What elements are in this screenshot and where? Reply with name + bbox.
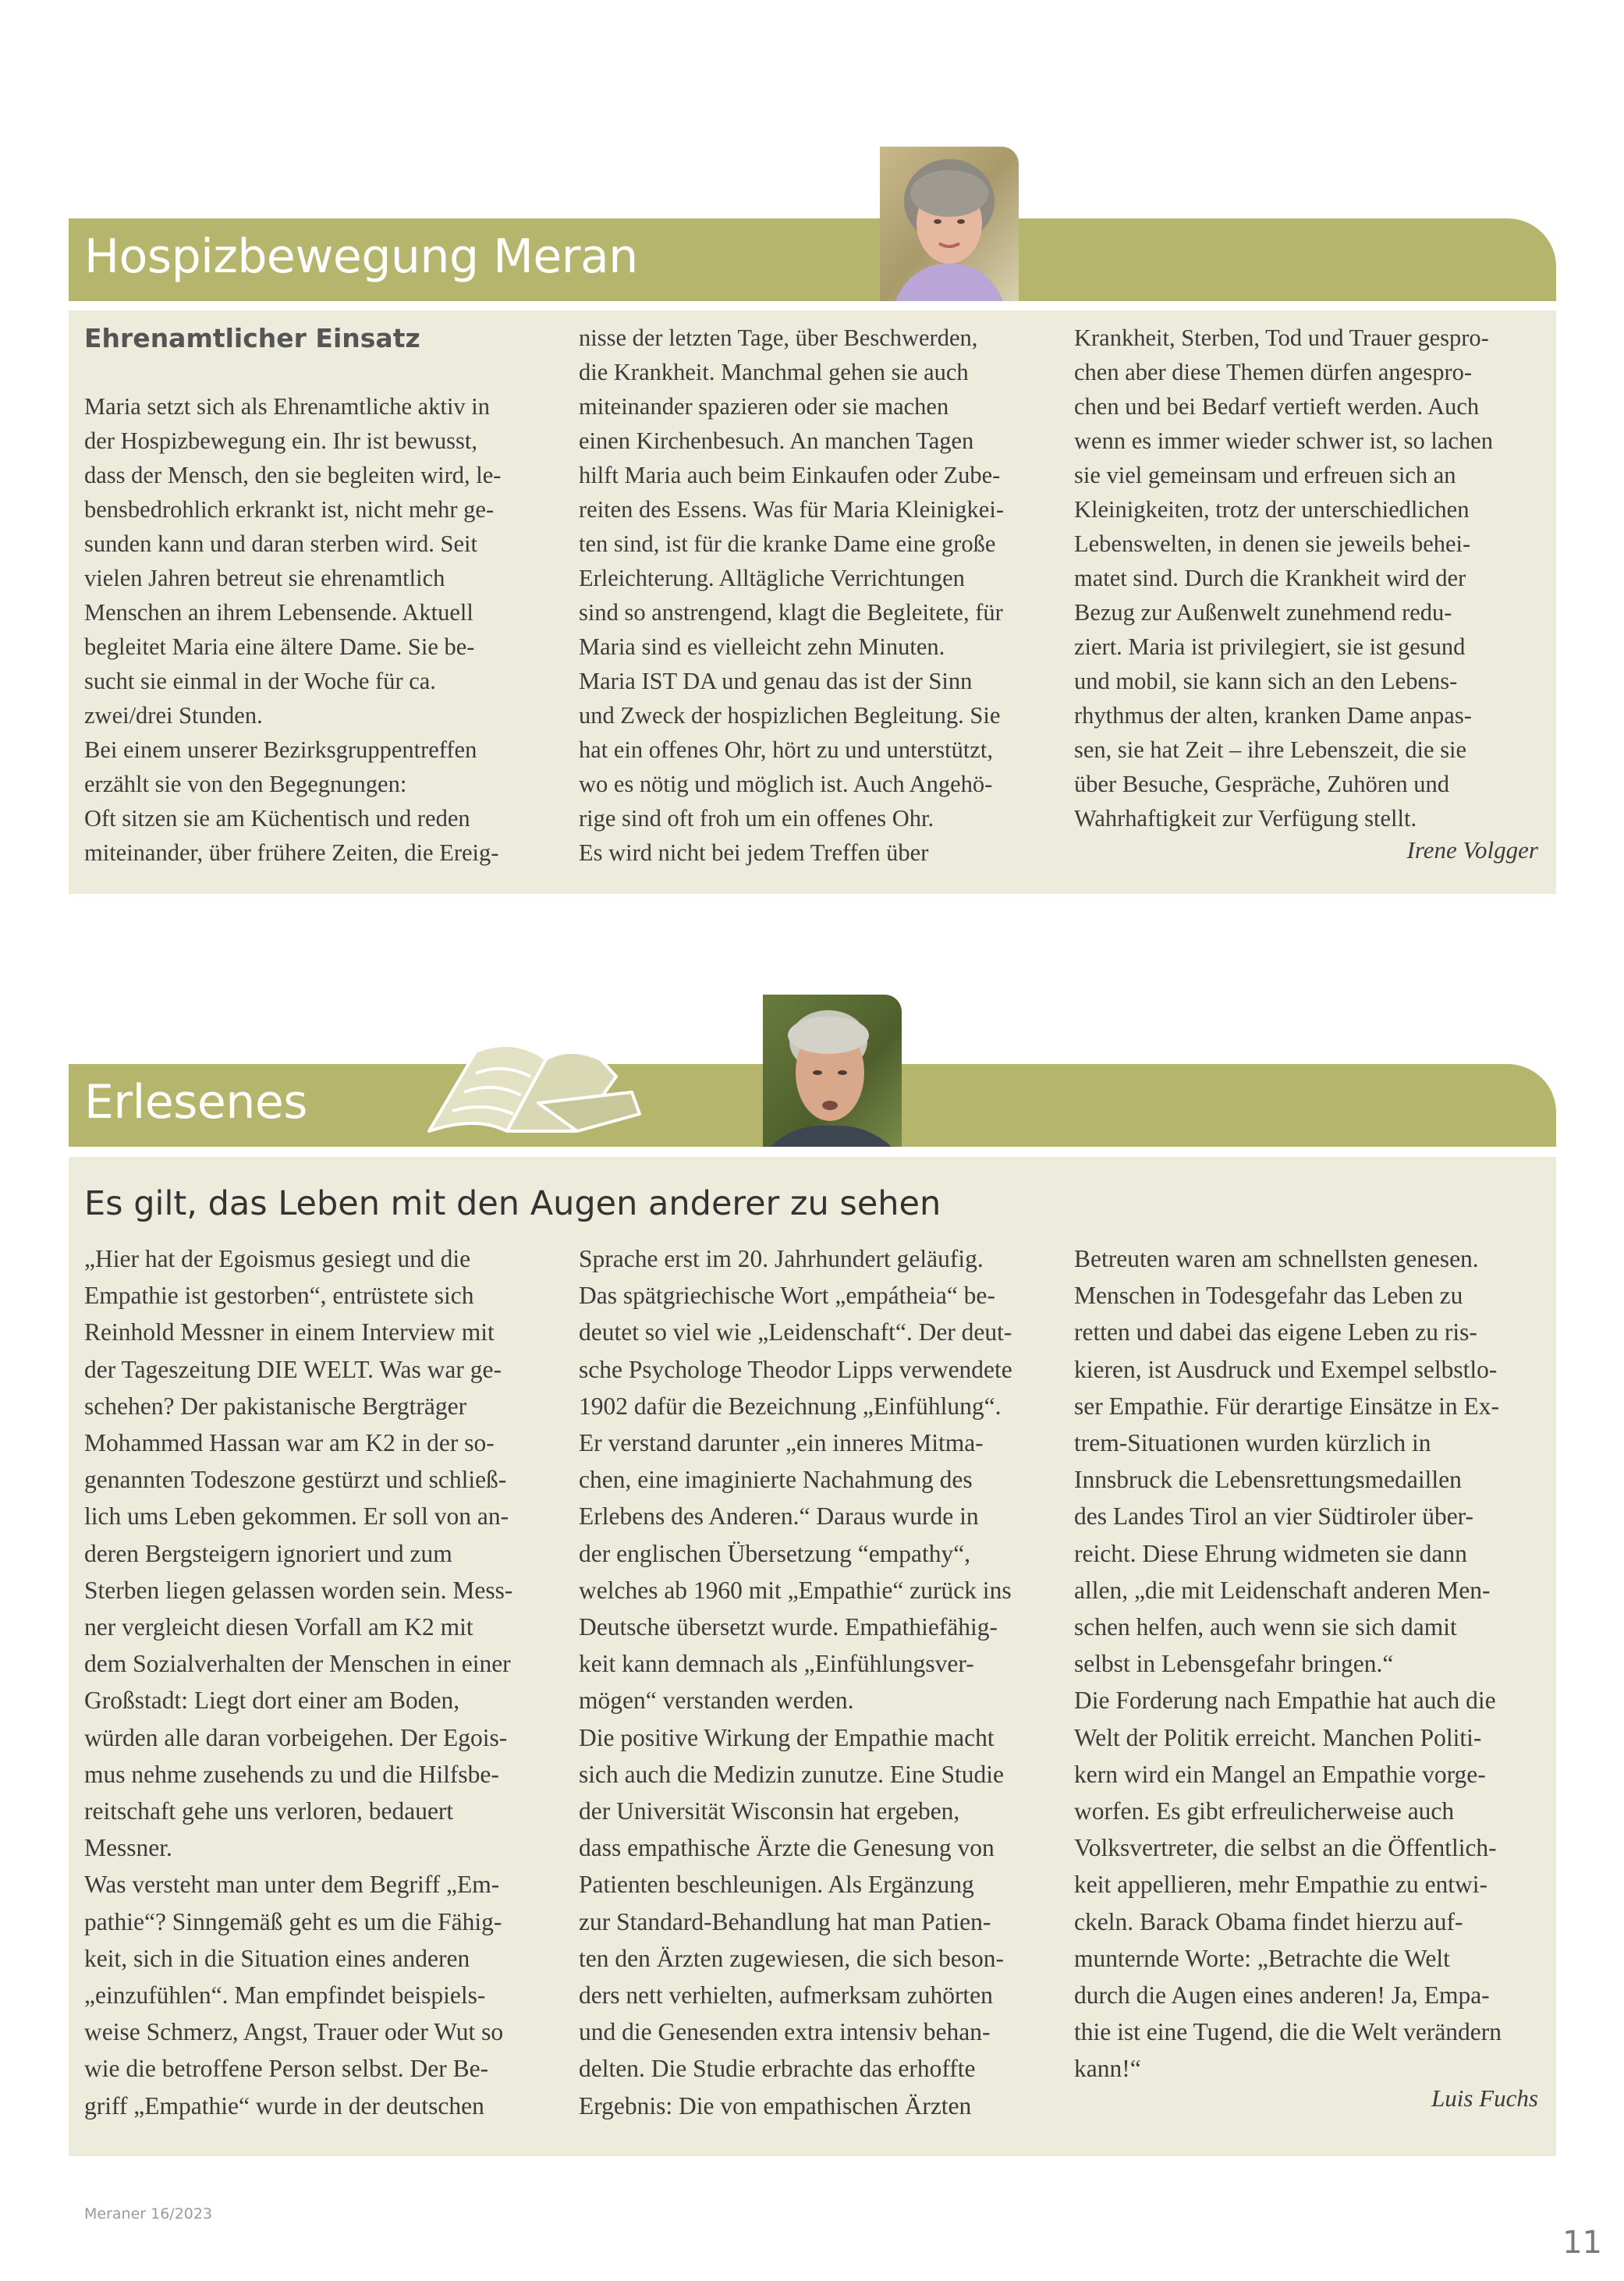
text-line: rige sind oft froh um ein offenes Ohr.: [579, 805, 934, 832]
text-line: begleitet Maria eine ältere Dame. Sie be-: [84, 633, 475, 660]
issue-label: Meraner 16/2023: [84, 2205, 213, 2222]
portrait-photo-woman: [880, 147, 1019, 301]
text-line: sche Psychologe Theodor Lipps verwendete: [579, 1355, 1012, 1383]
text-line: „Hier hat der Egoismus gesiegt und die: [84, 1245, 471, 1272]
article-column-1: [84, 1240, 560, 2124]
text-line: Krankheit, Sterben, Tod und Trauer gespro-: [1074, 325, 1489, 351]
text-line: Messner.: [84, 1834, 172, 1862]
text-line: die Krankheit. Manchmal gehen sie auch: [579, 359, 969, 385]
text-line: Das spätgriechische Wort „empátheia“ be-: [579, 1282, 995, 1310]
text-line: worfen. Es gibt erfreulicherweise auch: [1074, 1797, 1455, 1825]
text-line: deren Bergsteigern ignoriert und zum: [84, 1539, 452, 1567]
text-line: welches ab 1960 mit „Empathie“ zurück ins: [579, 1576, 1012, 1604]
article-subtitle: Es gilt, das Leben mit den Augen anderer zu sehen: [84, 1184, 941, 1223]
text-line: der Tageszeitung DIE WELT. Was war ge-: [84, 1355, 502, 1383]
text-line: der englischen Übersetzung “empathy“,: [579, 1539, 971, 1567]
text-line: Volksvertreter, die selbst an die Öffentlich-: [1074, 1834, 1497, 1862]
article-kicker: Ehrenamtlicher Einsatz: [84, 323, 420, 353]
portrait-photo-man: [763, 995, 902, 1147]
text-line: sen, sie hat Zeit – ihre Lebenszeit, die sie: [1074, 736, 1467, 763]
article-column-2: [579, 321, 1055, 870]
text-line: vielen Jahren betreut sie ehrenamtlich: [84, 565, 445, 591]
text-line: Betreuten waren am schnellsten genesen.: [1074, 1245, 1479, 1272]
text-line: und die Genesenden extra intensiv behan-: [579, 2018, 991, 2046]
text-line: kern wird ein Mangel an Empathie vorge-: [1074, 1760, 1486, 1788]
text-line: reicht. Diese Ehrung widmeten sie dann: [1074, 1539, 1467, 1567]
text-line: schehen? Der pakistanische Bergträger: [84, 1392, 467, 1420]
text-line: nisse der letzten Tage, über Beschwerden,: [579, 325, 978, 351]
article-column-3: [1074, 1240, 1550, 2088]
text-line: Erleichterung. Alltägliche Verrichtungen: [579, 565, 965, 591]
text-line: sie viel gemeinsam und erfreuen sich an: [1074, 462, 1456, 488]
text-line: genannten Todeszone gestürzt und schließ-: [84, 1466, 507, 1494]
text-line: sich auch die Medizin zunutze. Eine Studie: [579, 1760, 1004, 1788]
page-number: 11: [1562, 2225, 1602, 2261]
text-line: würden alle daran vorbeigehen. Der Egois-: [84, 1723, 508, 1751]
text-line: Großstadt: Liegt dort einer am Boden,: [84, 1687, 460, 1715]
text-line: chen und bei Bedarf vertieft werden. Auch: [1074, 393, 1480, 420]
article-author: Irene Volgger: [1406, 836, 1538, 864]
text-line: wo es nötig und möglich ist. Auch Angehö-: [579, 771, 993, 797]
text-line: dass empathische Ärzte die Genesung von: [579, 1834, 995, 1862]
text-line: ders nett verhielten, aufmerksam zuhörten: [579, 1981, 993, 2010]
text-line: ser Empathie. Für derartige Einsätze in Ex-: [1074, 1392, 1499, 1420]
text-line: zwei/drei Stunden.: [84, 702, 263, 729]
text-line: mögen“ verstanden werden.: [579, 1687, 854, 1715]
text-line: Ergebnis: Die von empathischen Ärzten: [579, 2091, 972, 2120]
text-line: pathie“? Sinngemäß geht es um die Fähig-: [84, 1907, 502, 1935]
text-line: dass der Mensch, den sie begleiten wird, le-: [84, 462, 502, 488]
text-line: mus nehme zusehends zu und die Hilfsbe-: [84, 1760, 499, 1788]
article-column-2: [579, 1240, 1055, 2124]
article-column-1: [84, 389, 560, 870]
text-line: schen helfen, auch wenn sie sich damit: [1074, 1613, 1457, 1641]
text-line: sunden kann und daran sterben wird. Seit: [84, 530, 477, 557]
text-line: dem Sozialverhalten der Menschen in einer: [84, 1650, 511, 1678]
text-line: ten den Ärzten zugewiesen, die sich beson-: [579, 1944, 1004, 1972]
open-book-icon: [421, 1028, 647, 1137]
text-line: über Besuche, Gespräche, Zuhören und: [1074, 771, 1450, 797]
text-line: Lebenswelten, in denen sie jeweils behei-: [1074, 530, 1471, 557]
text-line: matet sind. Durch die Krankheit wird der: [1074, 565, 1466, 591]
text-line: ckeln. Barack Obama findet hierzu auf-: [1074, 1907, 1463, 1935]
text-line: der Hospizbewegung ein. Ihr ist bewusst,: [84, 427, 477, 454]
text-line: kieren, ist Ausdruck und Exempel selbstlo-: [1074, 1355, 1498, 1383]
text-line: ziert. Maria ist privilegiert, sie ist gesund: [1074, 633, 1466, 660]
text-line: weise Schmerz, Angst, Trauer oder Wut so: [84, 2018, 504, 2046]
text-line: erzählt sie von den Begegnungen:: [84, 771, 407, 797]
text-line: Mohammed Hassan war am K2 in der so-: [84, 1429, 495, 1457]
article-author: Luis Fuchs: [1431, 2084, 1538, 2112]
text-line: Deutsche übersetzt wurde. Empathiefähig-: [579, 1613, 998, 1641]
text-line: keit appellieren, mehr Empathie zu entwi-: [1074, 1871, 1488, 1899]
text-line: 1902 dafür die Bezeichnung „Einfühlung“.: [579, 1392, 1002, 1420]
text-line: Kleinigkeiten, trotz der unterschiedlichen: [1074, 496, 1470, 523]
text-line: Wahrhaftigkeit zur Verfügung stellt.: [1074, 805, 1417, 832]
text-line: Welt der Politik erreicht. Manchen Politi-: [1074, 1723, 1482, 1751]
text-line: keit kann demnach als „Einfühlungsver-: [579, 1650, 974, 1678]
text-line: chen aber diese Themen dürfen angespro-: [1074, 359, 1473, 385]
text-line: sind so anstrengend, klagt die Begleitete, für: [579, 599, 1003, 626]
text-line: sucht sie einmal in der Woche für ca.: [84, 668, 436, 694]
text-line: Bezug zur Außenwelt zunehmend redu-: [1074, 599, 1452, 626]
text-line: chen, eine imaginierte Nachahmung des: [579, 1466, 973, 1494]
text-line: Es wird nicht bei jedem Treffen über: [579, 839, 929, 866]
text-line: ner vergleicht diesen Vorfall am K2 mit: [84, 1613, 473, 1641]
text-line: Menschen in Todesgefahr das Leben zu: [1074, 1282, 1463, 1310]
text-line: hat ein offenes Ohr, hört zu und unterstützt,: [579, 736, 993, 763]
text-line: reiten des Essens. Was für Maria Kleinigkei-: [579, 496, 1004, 523]
text-line: Empathie ist gestorben“, entrüstete sich: [84, 1282, 474, 1310]
text-line: einen Kirchenbesuch. An manchen Tagen: [579, 427, 974, 454]
text-line: miteinander, über frühere Zeiten, die Ereig-: [84, 839, 499, 866]
text-line: und Zweck der hospizlichen Begleitung. Sie: [579, 702, 1001, 729]
text-line: kann!“: [1074, 2055, 1141, 2083]
text-line: und mobil, sie kann sich an den Lebens-: [1074, 668, 1458, 694]
text-line: zur Standard-Behandlung hat man Patien-: [579, 1907, 991, 1935]
text-line: deutet so viel wie „Leidenschaft“. Der deut-: [579, 1318, 1012, 1346]
text-line: trem-Situationen wurden kürzlich in: [1074, 1429, 1431, 1457]
text-line: Maria sind es vielleicht zehn Minuten.: [579, 633, 945, 660]
text-line: Bei einem unserer Bezirksgruppentreffen: [84, 736, 477, 763]
text-line: Die Forderung nach Empathie hat auch die: [1074, 1687, 1496, 1715]
text-line: ten sind, ist für die kranke Dame eine große: [579, 530, 996, 557]
text-line: miteinander spazieren oder sie machen: [579, 393, 949, 420]
text-line: Sterben liegen gelassen worden sein. Mess-: [84, 1576, 513, 1604]
text-line: keit, sich in die Situation eines anderen: [84, 1944, 470, 1972]
text-line: thie ist eine Tugend, die die Welt verändern: [1074, 2018, 1502, 2046]
text-line: Menschen an ihrem Lebensende. Aktuell: [84, 599, 473, 626]
text-line: wenn es immer wieder schwer ist, so lachen: [1074, 427, 1493, 454]
text-line: Reinhold Messner in einem Interview mit: [84, 1318, 495, 1346]
text-line: griff „Empathie“ wurde in der deutschen: [84, 2091, 484, 2120]
text-line: munternde Worte: „Betrachte die Welt: [1074, 1944, 1450, 1972]
text-line: Maria setzt sich als Ehrenamtliche aktiv in: [84, 393, 491, 420]
text-line: lich ums Leben gekommen. Er soll von an-: [84, 1502, 509, 1531]
text-line: Er verstand darunter „ein inneres Mitma-: [579, 1429, 984, 1457]
text-line: reitschaft gehe uns verloren, bedauert: [84, 1797, 454, 1825]
text-line: Maria IST DA und genau das ist der Sinn: [579, 668, 973, 694]
text-line: durch die Augen eines anderen! Ja, Empa-: [1074, 1981, 1490, 2010]
text-line: Oft sitzen sie am Küchentisch und reden: [84, 805, 470, 832]
text-line: der Universität Wisconsin hat ergeben,: [579, 1797, 960, 1825]
text-line: rhythmus der alten, kranken Dame anpas-: [1074, 702, 1472, 729]
text-line: Sprache erst im 20. Jahrhundert geläufig.: [579, 1245, 984, 1272]
text-line: des Landes Tirol an vier Südtiroler über-: [1074, 1502, 1474, 1531]
text-line: wie die betroffene Person selbst. Der Be-: [84, 2055, 489, 2083]
section-title-hospiz: Hospizbewegung Meran: [84, 229, 638, 284]
text-line: „einzufühlen“. Man empfindet beispiels-: [84, 1981, 486, 2010]
text-line: allen, „die mit Leidenschaft anderen Men-: [1074, 1576, 1491, 1604]
text-line: Innsbruck die Lebensrettungsmedaillen: [1074, 1466, 1462, 1494]
article-column-3: [1074, 321, 1550, 835]
text-line: Was versteht man unter dem Begriff „Em-: [84, 1871, 500, 1899]
text-line: bensbedrohlich erkrankt ist, nicht mehr ge-: [84, 496, 495, 523]
text-line: retten und dabei das eigene Leben zu ris-: [1074, 1318, 1477, 1346]
text-line: Die positive Wirkung der Empathie macht: [579, 1723, 995, 1751]
section-title-erlesenes: Erlesenes: [84, 1075, 308, 1130]
text-line: selbst in Lebensgefahr bringen.“: [1074, 1650, 1394, 1678]
text-line: Patienten beschleunigen. Als Ergänzung: [579, 1871, 974, 1899]
text-line: hilft Maria auch beim Einkaufen oder Zube-: [579, 462, 1001, 488]
text-line: Erlebens des Anderen.“ Daraus wurde in: [579, 1502, 979, 1531]
text-line: delten. Die Studie erbrachte das erhoffte: [579, 2055, 976, 2083]
